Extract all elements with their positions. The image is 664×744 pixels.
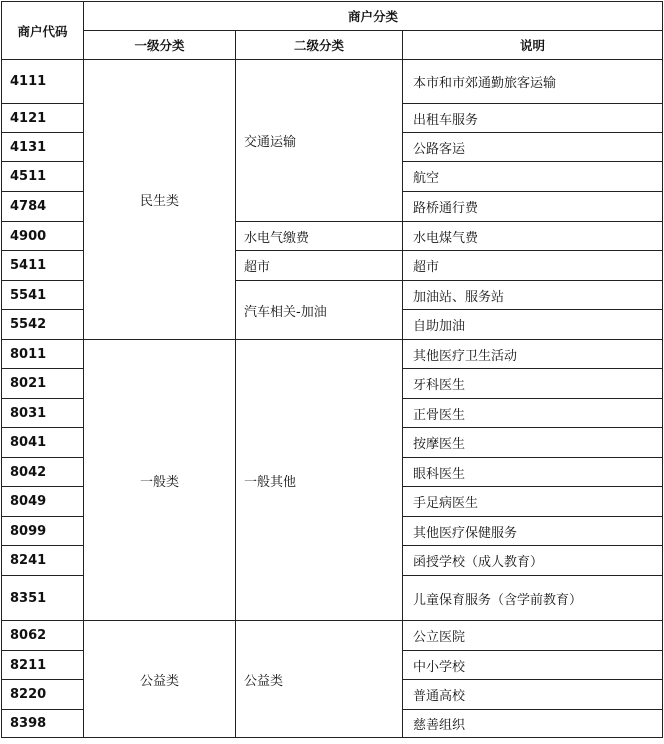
row-code: 4511 xyxy=(2,162,84,192)
row-description: 普通高校 xyxy=(403,680,663,710)
row-description: 牙科医生 xyxy=(403,369,663,399)
row-description: 其他医疗卫生活动 xyxy=(403,340,663,369)
row-description: 儿童保育服务（含学前教育） xyxy=(403,576,663,621)
level2-category-cell: 一般其他 xyxy=(236,340,403,621)
level2-category-cell: 交通运输 xyxy=(236,60,403,222)
row-code: 8398 xyxy=(2,710,84,738)
row-code: 8021 xyxy=(2,369,84,399)
row-description: 水电煤气费 xyxy=(403,222,663,251)
row-code: 8211 xyxy=(2,651,84,680)
level2-category-cell: 超市 xyxy=(236,251,403,281)
header-category-group: 商户分类 xyxy=(84,2,663,31)
row-code: 8031 xyxy=(2,399,84,428)
row-code: 4131 xyxy=(2,133,84,162)
table-row xyxy=(2,60,663,104)
row-description: 其他医疗保健服务 xyxy=(403,517,663,546)
row-description: 慈善组织 xyxy=(403,710,663,738)
header-level2: 二级分类 xyxy=(236,31,403,60)
row-description: 正骨医生 xyxy=(403,399,663,428)
row-code: 8241 xyxy=(2,546,84,576)
row-code: 5541 xyxy=(2,281,84,310)
row-code: 8049 xyxy=(2,487,84,517)
header-code: 商户代码 xyxy=(2,2,84,60)
row-code: 8220 xyxy=(2,680,84,710)
level2-category-cell: 水电气缴费 xyxy=(236,222,403,251)
row-description: 眼科医生 xyxy=(403,458,663,487)
row-code: 5411 xyxy=(2,251,84,281)
row-description: 出租车服务 xyxy=(403,104,663,133)
row-code: 5542 xyxy=(2,310,84,340)
header-description: 说明 xyxy=(403,31,663,60)
row-code: 4121 xyxy=(2,104,84,133)
level2-category-cell: 汽车相关-加油 xyxy=(236,281,403,340)
row-description: 航空 xyxy=(403,162,663,192)
row-code: 8041 xyxy=(2,428,84,458)
header-level1: 一级分类 xyxy=(84,31,236,60)
row-description: 手足病医生 xyxy=(403,487,663,517)
level2-category-cell: 公益类 xyxy=(236,621,403,738)
row-description: 加油站、服务站 xyxy=(403,281,663,310)
row-code: 8062 xyxy=(2,621,84,651)
level1-category-cell: 民生类 xyxy=(84,60,236,340)
row-code: 4900 xyxy=(2,222,84,251)
table-row xyxy=(2,340,663,369)
row-description: 公立医院 xyxy=(403,621,663,651)
row-description: 自助加油 xyxy=(403,310,663,340)
level1-category-cell: 一般类 xyxy=(84,340,236,621)
row-code: 8099 xyxy=(2,517,84,546)
row-description: 超市 xyxy=(403,251,663,281)
row-code: 8042 xyxy=(2,458,84,487)
row-description: 本市和市郊通勤旅客运输 xyxy=(403,60,663,104)
table-row xyxy=(2,621,663,651)
row-description: 中小学校 xyxy=(403,651,663,680)
row-description: 公路客运 xyxy=(403,133,663,162)
row-code: 8011 xyxy=(2,340,84,369)
row-code: 4111 xyxy=(2,60,84,104)
row-description: 函授学校（成人教育） xyxy=(403,546,663,576)
row-code: 4784 xyxy=(2,192,84,222)
row-description: 路桥通行费 xyxy=(403,192,663,222)
row-description: 按摩医生 xyxy=(403,428,663,458)
row-code: 8351 xyxy=(2,576,84,621)
level1-category-cell: 公益类 xyxy=(84,621,236,738)
merchant-category-table xyxy=(1,1,663,738)
